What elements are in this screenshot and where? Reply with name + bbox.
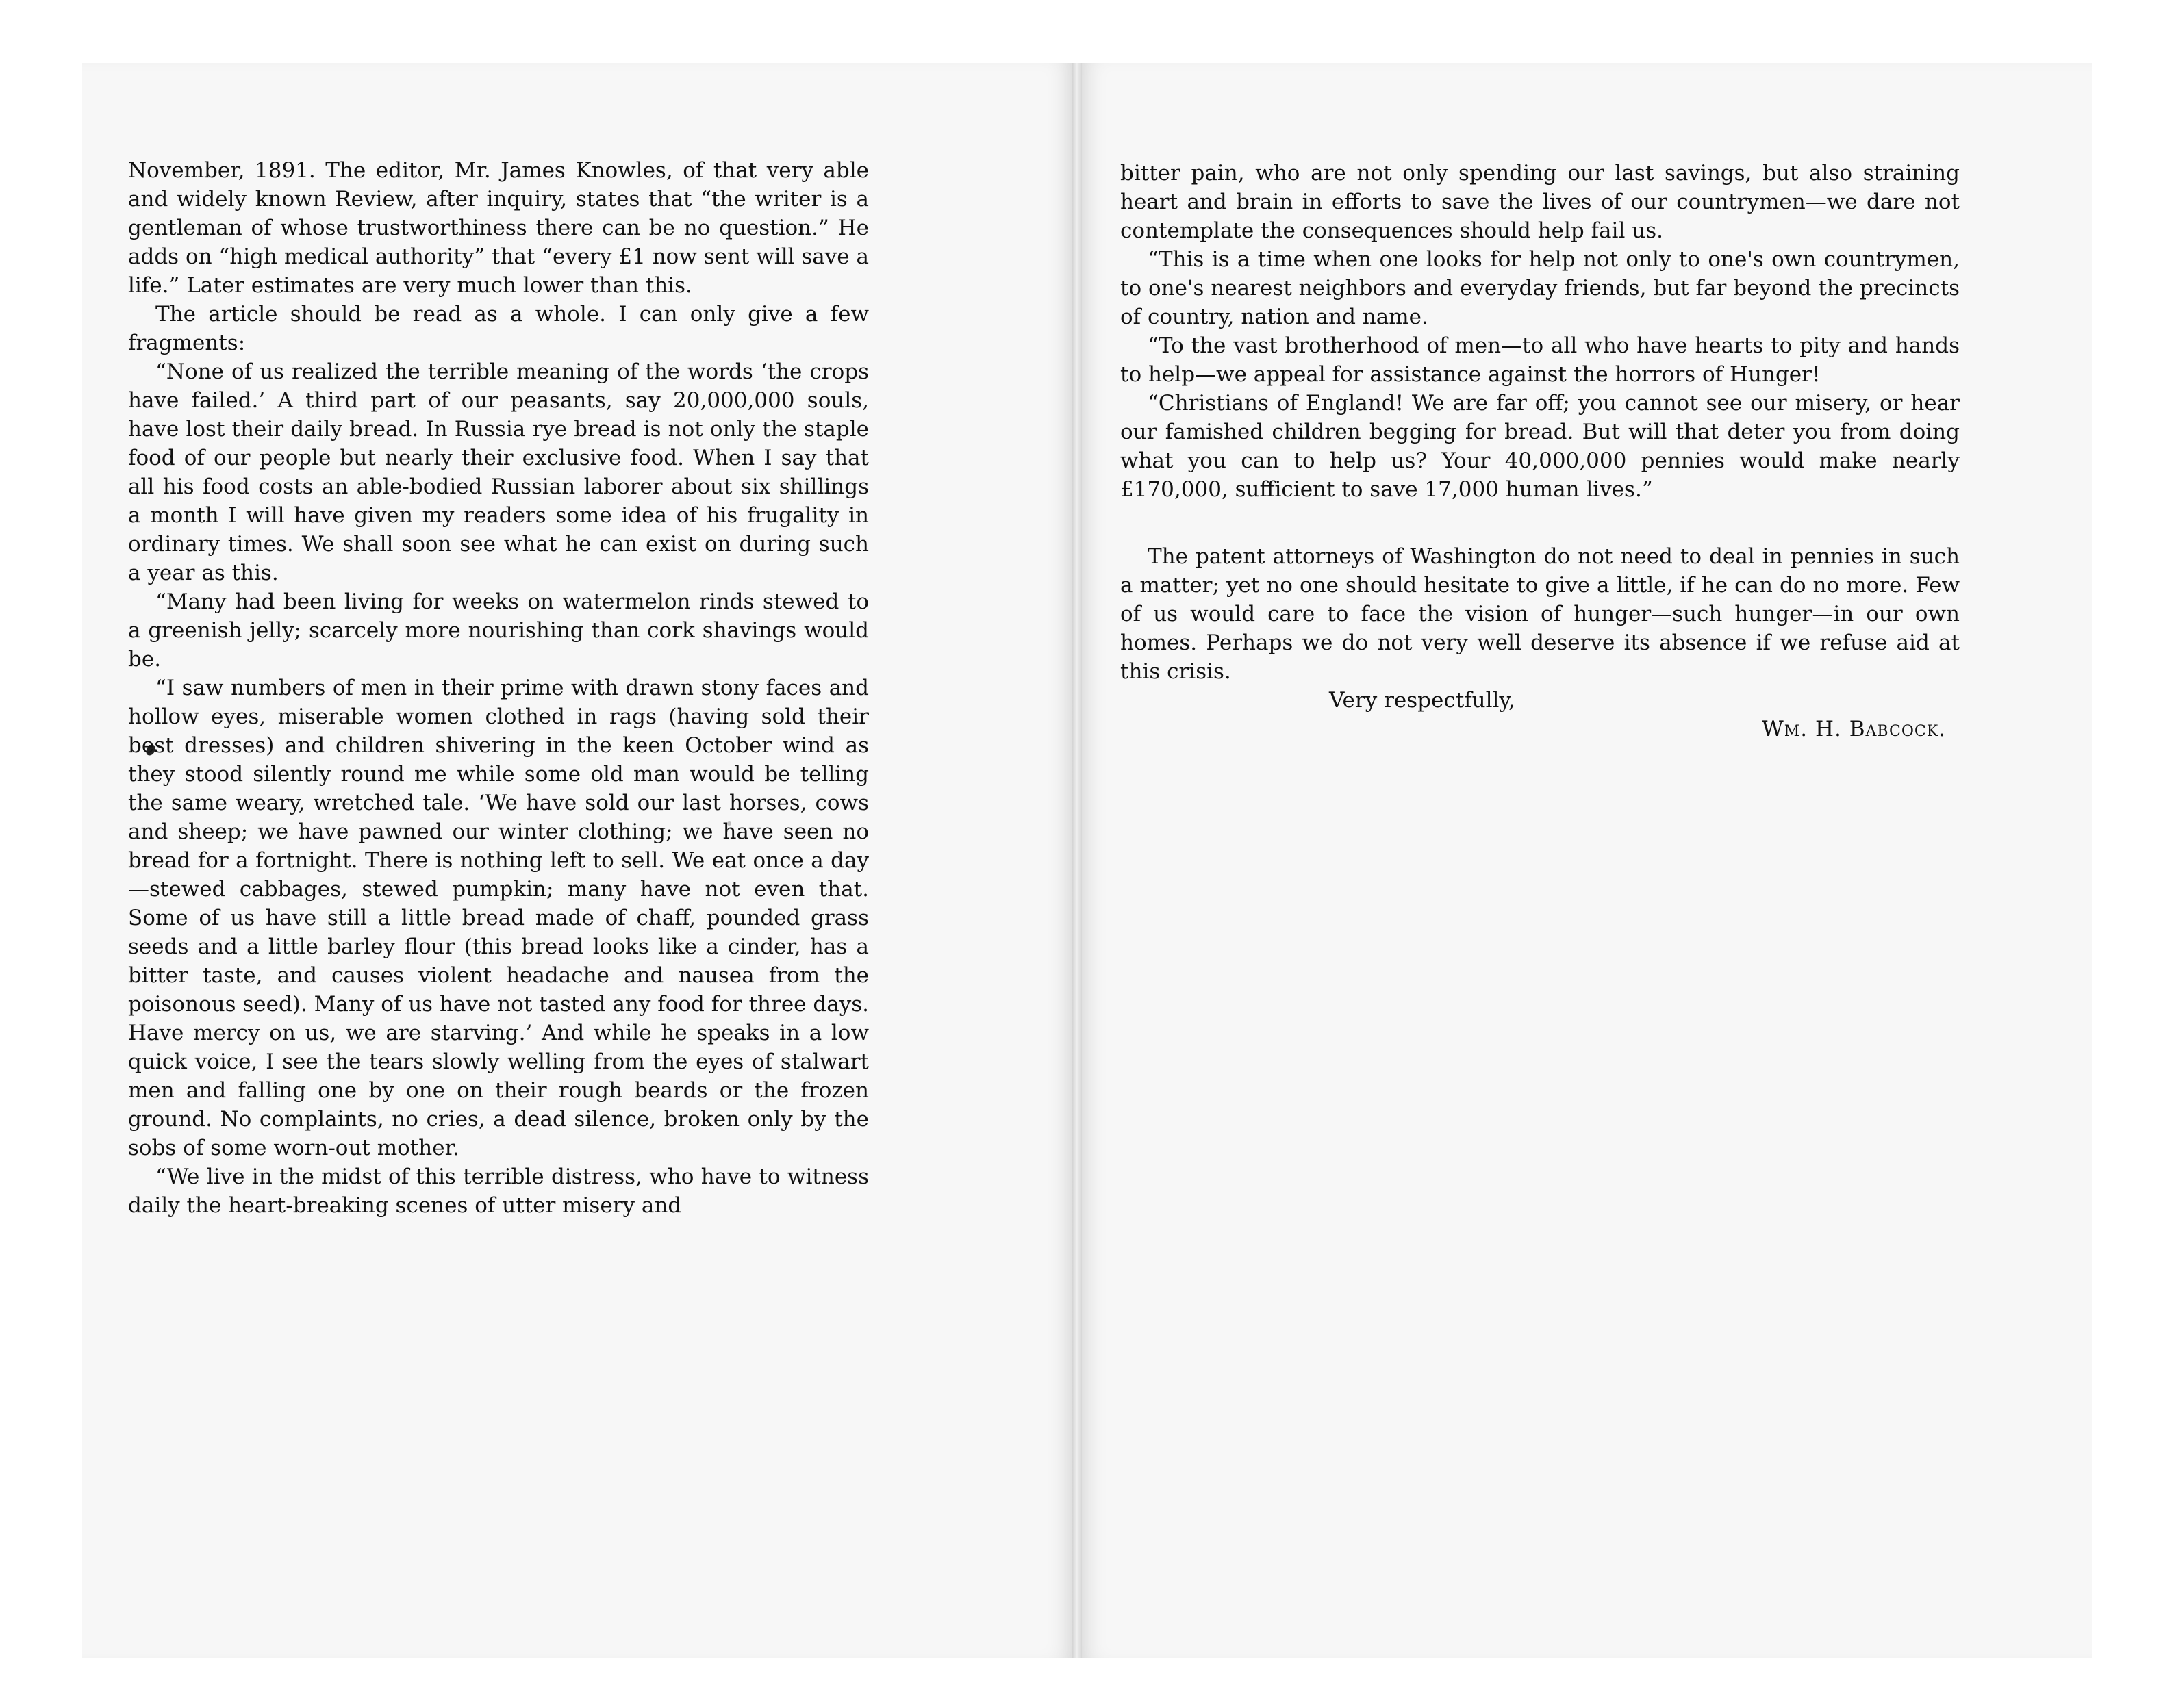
right-page-text <box>1120 159 1960 743</box>
right-paragraph: “To the vast brotherhood of men—to all who have hearts to pity and hands to help—we appeal for assistance against the horrors of Hunger! <box>1120 333 1960 387</box>
left-paragraph: “None of us realized the terrible meaning of the words ‘the crops have failed.’ A third part of our peasants, say 20,000,000 souls, have lost their daily bread. In Russia rye bread is not only the staple food of our people but nearly their exclusive food. When I say that all his food costs an able-bodied Russian laborer about six shillings a month I will have given my readers some idea of his frugality in ordinary times. We shall soon see what he can exist on during such a year as this. <box>128 359 869 585</box>
book-gutter <box>1072 63 1082 1658</box>
letter-signature: Wm. H. Babcock. <box>1761 717 1946 741</box>
left-paragraph: “We live in the midst of this terrible distress, who have to witness daily the heart-breaking scenes of utter misery and <box>128 1164 869 1218</box>
left-paragraph: “I saw numbers of men in their prime with drawn stony faces and hollow eyes, miserable women clothed in rags (having sold their best dresses) and children shivering in the keen October wind as they stood silently round me while some old man would be telling the same weary, wretched tale. ‘We have sold our last horses, cows and sheep; we have pawned our winter clothing; we have seen no bread for a fortnight. There is nothing left to sell. We eat once a day—stewed cabbages, stewed pumpkin; many have not even that. Some of us have still a little bread made of chaff, pounded grass seeds and a little barley flour (this bread looks like a cinder, has a bitter taste, and causes violent headache and nausea from the poisonous seed). Many of us have not tasted any food for three days. Have mercy on us, we are starving.’ And while he speaks in a low quick voice, I see the tears slowly welling from the eyes of stalwart men and falling one by one on their rough beards or the frozen ground. No complaints, no cries, a dead silence, broken only by the sobs of some worn-out mother. <box>128 676 869 1160</box>
left-paragraph: The article should be read as a whole. I can only give a few fragments: <box>128 302 869 355</box>
right-paragraph: bitter pain, who are not only spending our last savings, but also straining heart and brain in efforts to save the lives of our countrymen—we dare not contemplate the consequences should help fail us. <box>1120 161 1960 243</box>
left-page-text <box>128 156 869 1220</box>
letter-closing: Very respectfully, <box>1329 688 1515 713</box>
right-paragraph: The patent attorneys of Washington do not need to deal in pennies in such a matter; yet no one should hesitate to give a little, if he can do no more. Few of us would care to face the vision of hunger—such hunger—in our own homes. Perhaps we do not very well deserve its absence if we refuse aid at this crisis. <box>1120 544 1960 684</box>
right-paragraph: “Christians of England! We are far off; you cannot see our misery, or hear our famished children begging for bread. But will that deter you from doing what you can to help us? Your 40,000,000 pennies would make nearly £170,000, sufficient to save 17,000 human lives.” <box>1120 391 1960 502</box>
right-paragraph: “This is a time when one looks for help not only to one's own countrymen, to one's nearest neighbors and everyday friends, but far beyond the precincts of country, nation and name. <box>1120 247 1960 329</box>
left-paragraph: November, 1891. The editor, Mr. James Knowles, of that very able and widely known Review, after inquiry, states that “the writer is a gentleman of whose trustworthiness there can be no question.” He adds on “high medical authority” that “every £1 now sent will save a life.” Later estimates are very much lower than this. <box>128 158 869 298</box>
left-paragraph: “Many had been living for weeks on watermelon rinds stewed to a greenish jelly; scarcely more nourishing than cork shavings would be. <box>128 589 869 672</box>
